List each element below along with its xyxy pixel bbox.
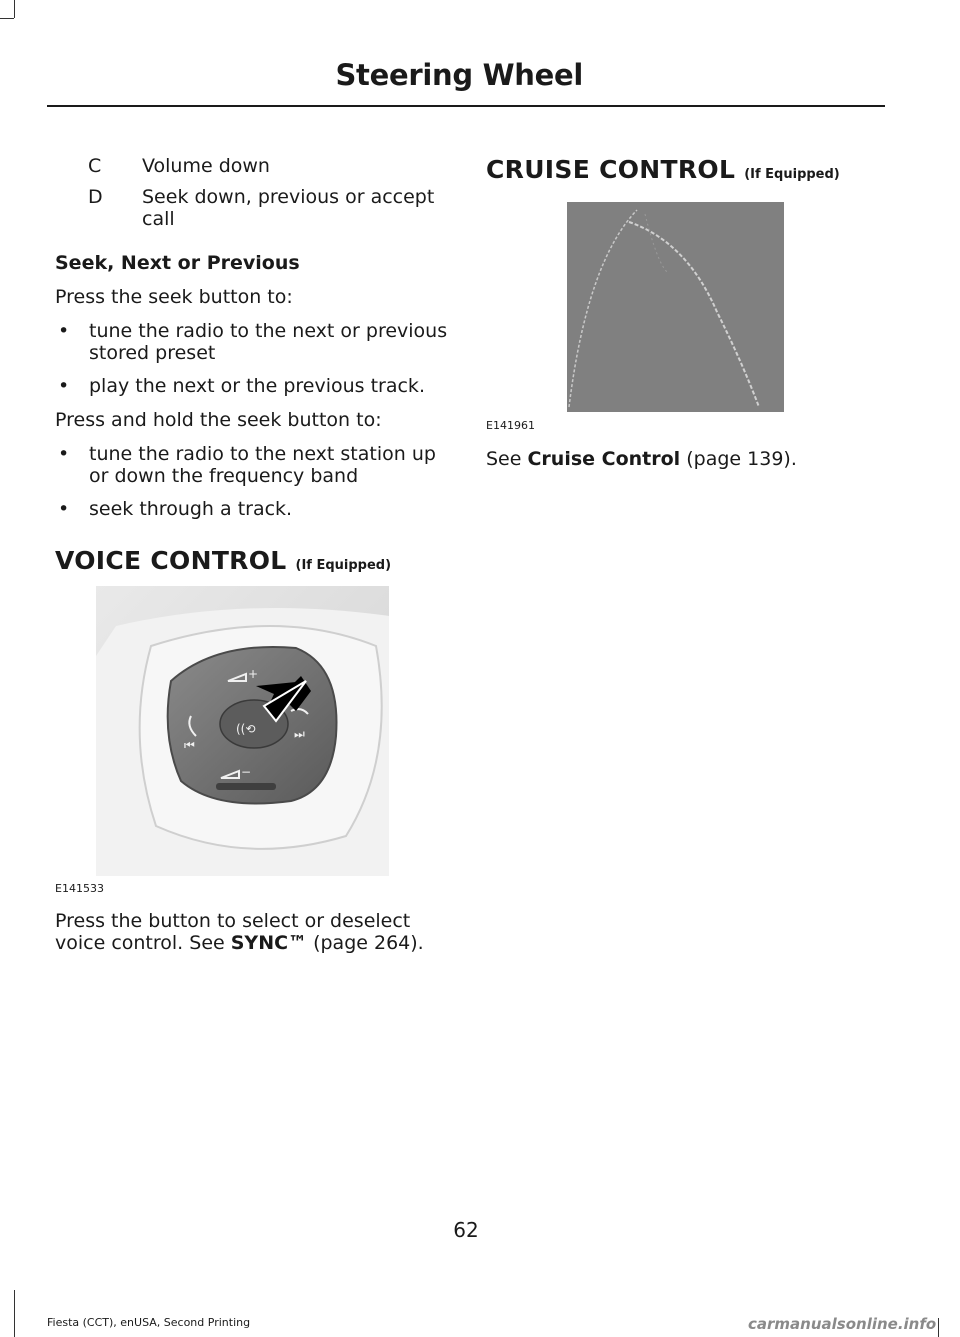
crop-mark — [14, 1290, 15, 1337]
voice-control-figure — [96, 586, 389, 876]
voice-control-heading: VOICE CONTROL (If Equipped) — [55, 546, 392, 575]
if-equipped-label: (If Equipped) — [744, 167, 840, 182]
cruise-control-text: See Cruise Control (page 139). — [486, 448, 797, 470]
footer-text: Fiesta (CCT), enUSA, Second Printing — [47, 1316, 251, 1329]
bullet-icon: • — [58, 320, 70, 342]
cruise-control-figure — [567, 202, 784, 412]
crop-mark — [0, 18, 14, 19]
crop-mark — [14, 0, 15, 18]
seek-press-list — [55, 320, 450, 397]
list-item: • seek through a track. — [58, 498, 293, 520]
definition-value: Volume down — [142, 155, 270, 177]
cruise-control-illustration — [567, 202, 784, 412]
definition-key: D — [88, 186, 103, 208]
list-item: • tune the radio to the next station up or down the frequency band — [58, 443, 436, 487]
cruise-control-heading: CRUISE CONTROL (If Equipped) — [486, 155, 840, 184]
steering-wheel-controls-illustration — [96, 586, 389, 876]
bullet-icon: • — [58, 375, 70, 397]
sync-link[interactable]: SYNC™ — [230, 932, 308, 954]
figure-code: E141961 — [486, 419, 535, 432]
definition-list — [55, 155, 450, 230]
bullet-icon: • — [58, 443, 70, 465]
svg-text:⏭: ⏭ — [294, 727, 305, 741]
left-column — [55, 155, 450, 575]
voice-control-text: Press the button to select or deselect voice control. See SYNC™ (page 264). — [55, 910, 424, 954]
right-column — [486, 155, 886, 184]
page-title: Steering Wheel — [335, 58, 583, 92]
cruise-control-link[interactable]: Cruise Control — [527, 448, 681, 470]
seek-press-intro: Press the seek button to: — [55, 286, 293, 308]
if-equipped-label: (If Equipped) — [295, 558, 392, 573]
definition-row — [55, 186, 450, 230]
list-item: • play the next or the previous track. — [58, 375, 425, 397]
svg-text:+: + — [248, 667, 259, 681]
title-rule — [47, 105, 885, 107]
seek-heading: Seek, Next or Previous — [55, 252, 300, 274]
figure-code: E141533 — [55, 882, 104, 895]
crop-mark — [938, 1318, 939, 1337]
definition-value: Seek down, previous or accept call — [142, 186, 435, 230]
svg-text:⏮: ⏮ — [184, 738, 195, 752]
watermark: carmanualsonline.info — [748, 1315, 937, 1333]
definition-key: C — [88, 155, 102, 177]
svg-text:−: − — [241, 765, 252, 779]
bullet-icon: • — [58, 498, 70, 520]
list-item: • tune the radio to the next or previous stored preset — [58, 320, 448, 364]
seek-hold-intro: Press and hold the seek button to: — [55, 409, 382, 431]
page-number: 62 — [453, 1218, 479, 1242]
seek-hold-list — [55, 443, 450, 520]
definition-row — [55, 155, 450, 177]
svg-text:((⟲: ((⟲ — [236, 722, 256, 736]
